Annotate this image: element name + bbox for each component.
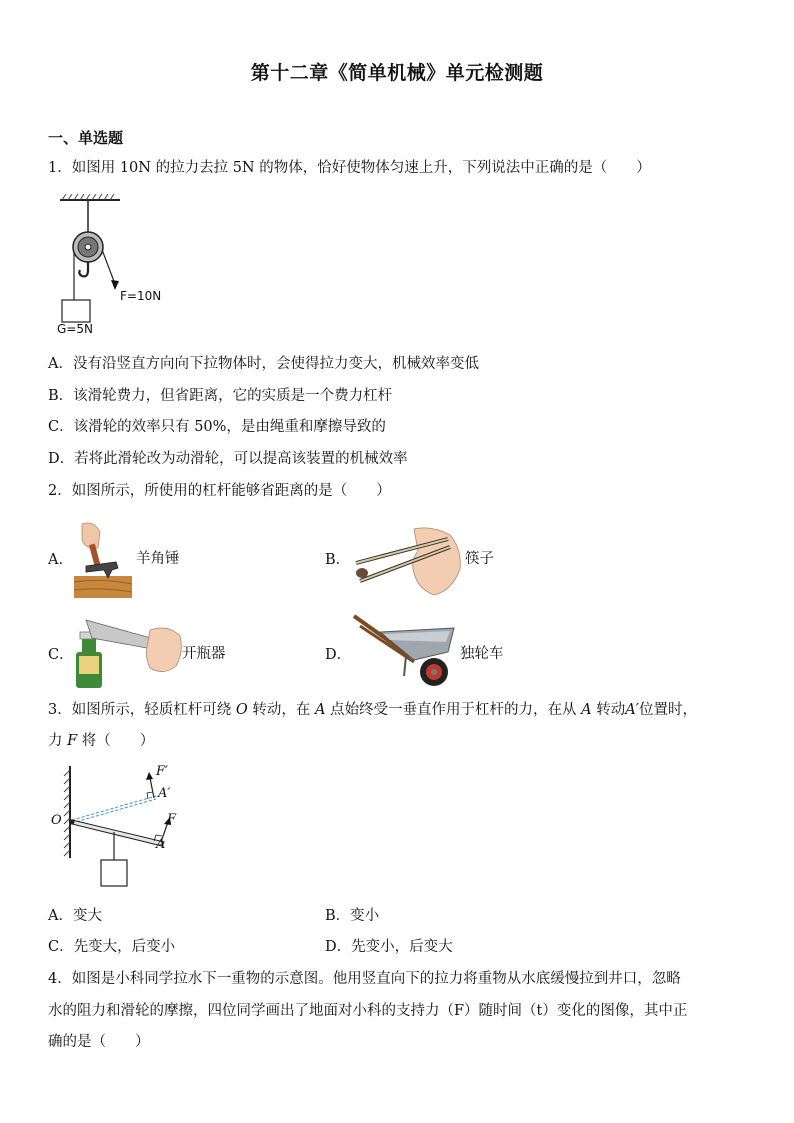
question-3-stem-line-2: 力 F 将（ ） (48, 733, 155, 749)
q3-option-c[interactable]: C．先变大，后变小 (48, 939, 176, 955)
question-4-line-2: 水的阻力和滑轮的摩擦，四位同学画出了地面对小科的支持力（F）随时间（t）变化的图像，其中正 (48, 1003, 688, 1019)
force-label-f: F (167, 812, 177, 827)
bottle-opener-icon[interactable] (72, 612, 184, 688)
lever-figure (48, 762, 198, 892)
q2-option-d-letter[interactable]: D． (325, 647, 352, 663)
q1-option-c[interactable]: C．该滑轮的效率只有 50%，是由绳重和摩擦导致的 (48, 419, 386, 435)
claw-hammer-icon[interactable] (72, 518, 134, 600)
question-2-stem: 2．如图所示，所使用的杠杆能够省距离的是（ ） (48, 483, 391, 499)
question-1-stem: 1．如图用 10N 的拉力去拉 5N 的物体，恰好使物体匀速上升，下列说法中正确的是（ ） (48, 160, 651, 176)
chopsticks-icon[interactable] (352, 525, 464, 597)
q2-option-d-caption: 独轮车 (460, 646, 504, 662)
q2-option-a-letter[interactable]: A． (48, 552, 73, 568)
q3-option-b[interactable]: B．变小 (325, 908, 380, 924)
force-label: F=10N (120, 289, 162, 303)
q1-option-d[interactable]: D．若将此滑轮改为动滑轮，可以提高该装置的机械效率 (48, 451, 408, 467)
question-4-line-1: 4．如图是小科同学拉水下一重物的示意图。他用竖直向下的拉力将重物从水底缓慢拉到井口，忽略 (48, 971, 681, 987)
question-4-line-3: 确的是（ ） (48, 1034, 150, 1050)
pivot-label-o: O (51, 813, 62, 828)
q2-option-b-letter[interactable]: B． (325, 552, 351, 568)
q3-option-a[interactable]: A．变大 (48, 908, 102, 924)
section-heading: 一、单选题 (48, 129, 124, 147)
q2-option-c-caption: 开瓶器 (182, 646, 226, 662)
page-title: 第十二章《简单机械》单元检测题 (250, 62, 544, 84)
question-3-stem-line-1: 3．如图所示，轻质杠杆可绕 O 转动，在 A 点始终受一垂直作用于杠杆的力，在从 A 转动A′位置时， (48, 702, 698, 718)
q2-option-b-caption: 筷子 (465, 551, 494, 567)
wheelbarrow-icon[interactable] (350, 612, 462, 692)
point-label-a-prime: A′ (158, 786, 171, 801)
point-label-a: A (156, 837, 166, 852)
q3-option-d[interactable]: D．先变小，后变大 (325, 939, 453, 955)
q2-option-c-letter[interactable]: C． (48, 647, 74, 663)
q2-option-a-caption: 羊角锤 (136, 551, 180, 567)
q1-option-a[interactable]: A．没有沿竖直方向向下拉物体时，会使得拉力变大，机械效率变低 (48, 356, 479, 372)
fixed-pulley-figure (55, 192, 185, 337)
q1-option-b[interactable]: B．该滑轮费力，但省距离，它的实质是一个费力杠杆 (48, 388, 393, 404)
weight-label: G=5N (57, 322, 93, 336)
force-label-f-prime: F′ (156, 764, 168, 779)
